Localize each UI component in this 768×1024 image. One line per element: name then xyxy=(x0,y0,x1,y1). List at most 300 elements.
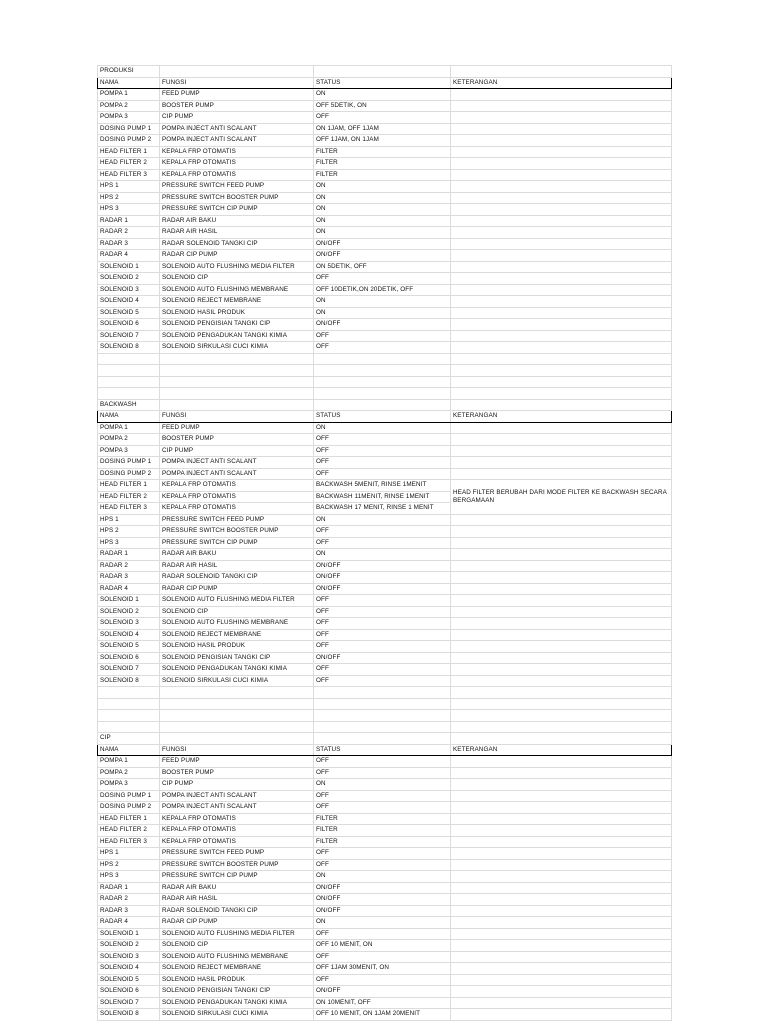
keterangan-cell[interactable] xyxy=(451,940,672,952)
status-cell[interactable]: ON/OFF xyxy=(314,238,451,250)
keterangan-cell[interactable] xyxy=(451,89,672,101)
fungsi-cell[interactable]: KEPALA FRP OTOMATIS xyxy=(160,503,314,515)
fungsi-cell[interactable]: FEED PUMP xyxy=(160,89,314,101)
status-cell[interactable]: OFF xyxy=(314,756,451,768)
nama-cell[interactable]: POMPA 3 xyxy=(98,445,160,457)
keterangan-cell[interactable] xyxy=(451,779,672,791)
status-cell[interactable]: ON xyxy=(314,871,451,883)
nama-cell[interactable]: HEAD FILTER 2 xyxy=(98,825,160,837)
keterangan-cell[interactable] xyxy=(451,974,672,986)
nama-cell[interactable]: SOLENOID 2 xyxy=(98,940,160,952)
column-header-nama[interactable]: NAMA xyxy=(98,411,160,423)
nama-cell[interactable]: HEAD FILTER 1 xyxy=(98,480,160,492)
nama-cell[interactable]: RADAR 3 xyxy=(98,905,160,917)
fungsi-cell[interactable]: SOLENOID PENGISIAN TANGKI CIP xyxy=(160,986,314,998)
status-cell[interactable]: ON/OFF xyxy=(314,905,451,917)
status-cell[interactable]: ON 1JAM, OFF 1JAM xyxy=(314,123,451,135)
nama-cell[interactable]: SOLENOID 4 xyxy=(98,963,160,975)
fungsi-cell[interactable]: PRESSURE SWITCH FEED PUMP xyxy=(160,848,314,860)
nama-cell[interactable]: POMPA 2 xyxy=(98,434,160,446)
status-cell[interactable]: OFF xyxy=(314,342,451,354)
nama-cell[interactable]: HPS 2 xyxy=(98,526,160,538)
nama-cell[interactable]: RADAR 4 xyxy=(98,583,160,595)
fungsi-cell[interactable]: SOLENOID REJECT MEMBRANE xyxy=(160,296,314,308)
fungsi-cell[interactable]: SOLENOID CIP xyxy=(160,606,314,618)
nama-cell[interactable]: DOSING PUMP 1 xyxy=(98,123,160,135)
empty-cell[interactable] xyxy=(451,710,672,722)
empty-cell[interactable] xyxy=(314,376,451,388)
nama-cell[interactable]: SOLENOID 1 xyxy=(98,595,160,607)
nama-cell[interactable]: SOLENOID 1 xyxy=(98,928,160,940)
fungsi-cell[interactable]: FEED PUMP xyxy=(160,756,314,768)
fungsi-cell[interactable]: RADAR AIR BAKU xyxy=(160,215,314,227)
fungsi-cell[interactable]: POMPA INJECT ANTI SCALANT xyxy=(160,468,314,480)
fungsi-cell[interactable]: SOLENOID PENGISIAN TANGKI CIP xyxy=(160,319,314,331)
column-header-fungsi[interactable]: FUNGSI xyxy=(160,411,314,423)
empty-cell[interactable] xyxy=(314,687,451,699)
keterangan-cell[interactable] xyxy=(451,583,672,595)
nama-cell[interactable]: RADAR 2 xyxy=(98,227,160,239)
empty-cell[interactable] xyxy=(451,66,672,78)
empty-cell[interactable] xyxy=(451,376,672,388)
status-cell[interactable]: OFF xyxy=(314,629,451,641)
status-cell[interactable]: OFF 1JAM 30MENIT, ON xyxy=(314,963,451,975)
status-cell[interactable]: ON xyxy=(314,549,451,561)
status-cell[interactable]: ON/OFF xyxy=(314,572,451,584)
nama-cell[interactable]: HPS 3 xyxy=(98,537,160,549)
keterangan-cell[interactable] xyxy=(451,951,672,963)
fungsi-cell[interactable]: SOLENOID HASIL PRODUK xyxy=(160,974,314,986)
empty-cell[interactable] xyxy=(98,388,160,400)
keterangan-cell[interactable] xyxy=(451,917,672,929)
fungsi-cell[interactable]: SOLENOID PENGADUKAN TANGKI KIMIA xyxy=(160,330,314,342)
keterangan-cell[interactable] xyxy=(451,664,672,676)
keterangan-cell[interactable] xyxy=(451,457,672,469)
keterangan-cell[interactable] xyxy=(451,1009,672,1021)
status-cell[interactable]: ON xyxy=(314,192,451,204)
nama-cell[interactable]: RADAR 4 xyxy=(98,250,160,262)
nama-cell[interactable]: SOLENOID 7 xyxy=(98,330,160,342)
fungsi-cell[interactable]: SOLENOID REJECT MEMBRANE xyxy=(160,629,314,641)
keterangan-cell[interactable] xyxy=(451,215,672,227)
keterangan-cell[interactable] xyxy=(451,836,672,848)
keterangan-cell[interactable] xyxy=(451,238,672,250)
keterangan-cell[interactable] xyxy=(451,629,672,641)
keterangan-cell[interactable] xyxy=(451,572,672,584)
status-cell[interactable]: BACKWASH 5MENIT, RINSE 1MENIT xyxy=(314,480,451,492)
nama-cell[interactable]: DOSING PUMP 2 xyxy=(98,135,160,147)
status-cell[interactable]: ON 10MENIT, OFF xyxy=(314,997,451,1009)
status-cell[interactable]: OFF xyxy=(314,457,451,469)
nama-cell[interactable]: POMPA 1 xyxy=(98,756,160,768)
fungsi-cell[interactable]: SOLENOID AUTO FLUSHING MEDIA FILTER xyxy=(160,261,314,273)
keterangan-cell[interactable] xyxy=(451,250,672,262)
keterangan-cell[interactable] xyxy=(451,652,672,664)
keterangan-cell[interactable] xyxy=(451,514,672,526)
empty-cell[interactable] xyxy=(314,399,451,411)
nama-cell[interactable]: SOLENOID 5 xyxy=(98,641,160,653)
keterangan-cell[interactable]: HEAD FILTER BERUBAH DARI MODE FILTER KE BACKWASH SECARA BERGAMAAN xyxy=(451,480,672,515)
fungsi-cell[interactable]: RADAR AIR HASIL xyxy=(160,894,314,906)
fungsi-cell[interactable]: SOLENOID SIRKULASI CUCI KIMIA xyxy=(160,1009,314,1021)
keterangan-cell[interactable] xyxy=(451,158,672,170)
empty-cell[interactable] xyxy=(160,353,314,365)
empty-cell[interactable] xyxy=(314,733,451,745)
nama-cell[interactable]: HPS 3 xyxy=(98,871,160,883)
fungsi-cell[interactable]: SOLENOID AUTO FLUSHING MEDIA FILTER xyxy=(160,595,314,607)
section-title[interactable]: PRODUKSI xyxy=(98,66,160,78)
fungsi-cell[interactable]: SOLENOID AUTO FLUSHING MEMBRANE xyxy=(160,284,314,296)
status-cell[interactable]: OFF xyxy=(314,434,451,446)
fungsi-cell[interactable]: SOLENOID PENGADUKAN TANGKI KIMIA xyxy=(160,997,314,1009)
status-cell[interactable]: ON 5DETIK, OFF xyxy=(314,261,451,273)
empty-cell[interactable] xyxy=(314,698,451,710)
status-cell[interactable]: OFF 10 MENIT, ON xyxy=(314,940,451,952)
fungsi-cell[interactable]: POMPA INJECT ANTI SCALANT xyxy=(160,457,314,469)
keterangan-cell[interactable] xyxy=(451,871,672,883)
fungsi-cell[interactable]: PRESSURE SWITCH FEED PUMP xyxy=(160,181,314,193)
status-cell[interactable]: ON xyxy=(314,89,451,101)
status-cell[interactable]: OFF xyxy=(314,848,451,860)
empty-cell[interactable] xyxy=(160,365,314,377)
fungsi-cell[interactable]: SOLENOID HASIL PRODUK xyxy=(160,641,314,653)
fungsi-cell[interactable]: KEPALA FRP OTOMATIS xyxy=(160,169,314,181)
keterangan-cell[interactable] xyxy=(451,273,672,285)
fungsi-cell[interactable]: RADAR AIR HASIL xyxy=(160,227,314,239)
nama-cell[interactable]: DOSING PUMP 2 xyxy=(98,468,160,480)
fungsi-cell[interactable]: RADAR SOLENOID TANGKI CIP xyxy=(160,905,314,917)
keterangan-cell[interactable] xyxy=(451,169,672,181)
fungsi-cell[interactable]: KEPALA FRP OTOMATIS xyxy=(160,158,314,170)
nama-cell[interactable]: HPS 2 xyxy=(98,192,160,204)
empty-cell[interactable] xyxy=(160,687,314,699)
status-cell[interactable]: OFF xyxy=(314,445,451,457)
keterangan-cell[interactable] xyxy=(451,146,672,158)
nama-cell[interactable]: HEAD FILTER 2 xyxy=(98,491,160,503)
keterangan-cell[interactable] xyxy=(451,997,672,1009)
column-header-keterangan[interactable]: KETERANGAN xyxy=(451,411,672,423)
fungsi-cell[interactable]: SOLENOID AUTO FLUSHING MEMBRANE xyxy=(160,951,314,963)
keterangan-cell[interactable] xyxy=(451,445,672,457)
nama-cell[interactable]: SOLENOID 2 xyxy=(98,606,160,618)
nama-cell[interactable]: HEAD FILTER 3 xyxy=(98,169,160,181)
empty-cell[interactable] xyxy=(160,388,314,400)
nama-cell[interactable]: SOLENOID 3 xyxy=(98,951,160,963)
nama-cell[interactable]: RADAR 4 xyxy=(98,917,160,929)
status-cell[interactable]: OFF xyxy=(314,641,451,653)
empty-cell[interactable] xyxy=(451,399,672,411)
column-header-fungsi[interactable]: FUNGSI xyxy=(160,77,314,89)
column-header-keterangan[interactable]: KETERANGAN xyxy=(451,744,672,756)
status-cell[interactable]: ON xyxy=(314,215,451,227)
nama-cell[interactable]: HEAD FILTER 3 xyxy=(98,836,160,848)
empty-cell[interactable] xyxy=(160,698,314,710)
nama-cell[interactable]: RADAR 1 xyxy=(98,882,160,894)
status-cell[interactable]: FILTER xyxy=(314,146,451,158)
nama-cell[interactable]: HPS 2 xyxy=(98,859,160,871)
empty-cell[interactable] xyxy=(314,353,451,365)
keterangan-cell[interactable] xyxy=(451,112,672,124)
nama-cell[interactable]: SOLENOID 4 xyxy=(98,629,160,641)
nama-cell[interactable]: RADAR 2 xyxy=(98,894,160,906)
keterangan-cell[interactable] xyxy=(451,181,672,193)
nama-cell[interactable]: SOLENOID 8 xyxy=(98,1009,160,1021)
fungsi-cell[interactable]: FEED PUMP xyxy=(160,422,314,434)
empty-cell[interactable] xyxy=(160,721,314,733)
keterangan-cell[interactable] xyxy=(451,825,672,837)
fungsi-cell[interactable]: SOLENOID SIRKULASI CUCI KIMIA xyxy=(160,342,314,354)
nama-cell[interactable]: POMPA 3 xyxy=(98,112,160,124)
keterangan-cell[interactable] xyxy=(451,802,672,814)
empty-cell[interactable] xyxy=(98,710,160,722)
status-cell[interactable]: OFF 5DETIK, ON xyxy=(314,100,451,112)
nama-cell[interactable]: RADAR 3 xyxy=(98,572,160,584)
status-cell[interactable]: OFF xyxy=(314,606,451,618)
fungsi-cell[interactable]: KEPALA FRP OTOMATIS xyxy=(160,480,314,492)
fungsi-cell[interactable]: SOLENOID REJECT MEMBRANE xyxy=(160,963,314,975)
nama-cell[interactable]: RADAR 3 xyxy=(98,238,160,250)
status-cell[interactable]: OFF 10DETIK,ON 20DETIK, OFF xyxy=(314,284,451,296)
status-cell[interactable]: ON xyxy=(314,422,451,434)
nama-cell[interactable]: HEAD FILTER 1 xyxy=(98,146,160,158)
column-header-status[interactable]: STATUS xyxy=(314,411,451,423)
status-cell[interactable]: OFF xyxy=(314,767,451,779)
status-cell[interactable]: OFF 1JAM, ON 1JAM xyxy=(314,135,451,147)
keterangan-cell[interactable] xyxy=(451,560,672,572)
empty-cell[interactable] xyxy=(451,365,672,377)
empty-cell[interactable] xyxy=(451,687,672,699)
status-cell[interactable]: BACKWASH 11MENIT, RINSE 1MENIT xyxy=(314,491,451,503)
status-cell[interactable]: OFF xyxy=(314,859,451,871)
keterangan-cell[interactable] xyxy=(451,595,672,607)
nama-cell[interactable]: RADAR 2 xyxy=(98,560,160,572)
status-cell[interactable]: OFF xyxy=(314,951,451,963)
status-cell[interactable]: FILTER xyxy=(314,169,451,181)
keterangan-cell[interactable] xyxy=(451,204,672,216)
fungsi-cell[interactable]: PRESSURE SWITCH BOOSTER PUMP xyxy=(160,526,314,538)
column-header-status[interactable]: STATUS xyxy=(314,744,451,756)
fungsi-cell[interactable]: BOOSTER PUMP xyxy=(160,767,314,779)
fungsi-cell[interactable]: CIP PUMP xyxy=(160,112,314,124)
nama-cell[interactable]: POMPA 2 xyxy=(98,100,160,112)
status-cell[interactable]: ON xyxy=(314,779,451,791)
fungsi-cell[interactable]: PRESSURE SWITCH BOOSTER PUMP xyxy=(160,192,314,204)
nama-cell[interactable]: SOLENOID 7 xyxy=(98,997,160,1009)
fungsi-cell[interactable]: BOOSTER PUMP xyxy=(160,434,314,446)
empty-cell[interactable] xyxy=(314,388,451,400)
nama-cell[interactable]: HPS 1 xyxy=(98,848,160,860)
nama-cell[interactable]: SOLENOID 2 xyxy=(98,273,160,285)
status-cell[interactable]: OFF xyxy=(314,112,451,124)
empty-cell[interactable] xyxy=(98,698,160,710)
fungsi-cell[interactable]: RADAR CIP PUMP xyxy=(160,917,314,929)
empty-cell[interactable] xyxy=(160,66,314,78)
empty-cell[interactable] xyxy=(314,365,451,377)
status-cell[interactable]: OFF xyxy=(314,664,451,676)
status-cell[interactable]: ON/OFF xyxy=(314,250,451,262)
nama-cell[interactable]: SOLENOID 7 xyxy=(98,664,160,676)
nama-cell[interactable]: SOLENOID 6 xyxy=(98,652,160,664)
fungsi-cell[interactable]: CIP PUMP xyxy=(160,445,314,457)
fungsi-cell[interactable]: POMPA INJECT ANTI SCALANT xyxy=(160,123,314,135)
keterangan-cell[interactable] xyxy=(451,319,672,331)
keterangan-cell[interactable] xyxy=(451,894,672,906)
empty-cell[interactable] xyxy=(451,388,672,400)
keterangan-cell[interactable] xyxy=(451,468,672,480)
fungsi-cell[interactable]: KEPALA FRP OTOMATIS xyxy=(160,146,314,158)
nama-cell[interactable]: SOLENOID 6 xyxy=(98,986,160,998)
fungsi-cell[interactable]: KEPALA FRP OTOMATIS xyxy=(160,813,314,825)
keterangan-cell[interactable] xyxy=(451,928,672,940)
keterangan-cell[interactable] xyxy=(451,434,672,446)
fungsi-cell[interactable]: SOLENOID CIP xyxy=(160,940,314,952)
keterangan-cell[interactable] xyxy=(451,905,672,917)
keterangan-cell[interactable] xyxy=(451,192,672,204)
empty-cell[interactable] xyxy=(98,376,160,388)
fungsi-cell[interactable]: KEPALA FRP OTOMATIS xyxy=(160,825,314,837)
nama-cell[interactable]: POMPA 1 xyxy=(98,89,160,101)
empty-cell[interactable] xyxy=(314,66,451,78)
fungsi-cell[interactable]: RADAR CIP PUMP xyxy=(160,583,314,595)
status-cell[interactable]: FILTER xyxy=(314,813,451,825)
status-cell[interactable]: ON/OFF xyxy=(314,894,451,906)
fungsi-cell[interactable]: BOOSTER PUMP xyxy=(160,100,314,112)
keterangan-cell[interactable] xyxy=(451,641,672,653)
empty-cell[interactable] xyxy=(451,698,672,710)
nama-cell[interactable]: HEAD FILTER 3 xyxy=(98,503,160,515)
status-cell[interactable]: OFF xyxy=(314,790,451,802)
keterangan-cell[interactable] xyxy=(451,606,672,618)
fungsi-cell[interactable]: SOLENOID HASIL PRODUK xyxy=(160,307,314,319)
fungsi-cell[interactable]: POMPA INJECT ANTI SCALANT xyxy=(160,135,314,147)
fungsi-cell[interactable]: SOLENOID AUTO FLUSHING MEMBRANE xyxy=(160,618,314,630)
fungsi-cell[interactable]: PRESSURE SWITCH FEED PUMP xyxy=(160,514,314,526)
fungsi-cell[interactable]: RADAR SOLENOID TANGKI CIP xyxy=(160,572,314,584)
empty-cell[interactable] xyxy=(160,376,314,388)
fungsi-cell[interactable]: SOLENOID PENGADUKAN TANGKI KIMIA xyxy=(160,664,314,676)
nama-cell[interactable]: SOLENOID 3 xyxy=(98,284,160,296)
nama-cell[interactable]: RADAR 1 xyxy=(98,215,160,227)
status-cell[interactable]: OFF xyxy=(314,618,451,630)
status-cell[interactable]: OFF 10 MENIT, ON 1JAM 20MENIT xyxy=(314,1009,451,1021)
keterangan-cell[interactable] xyxy=(451,526,672,538)
keterangan-cell[interactable] xyxy=(451,135,672,147)
nama-cell[interactable]: SOLENOID 6 xyxy=(98,319,160,331)
empty-cell[interactable] xyxy=(98,353,160,365)
empty-cell[interactable] xyxy=(98,721,160,733)
column-header-fungsi[interactable]: FUNGSI xyxy=(160,744,314,756)
nama-cell[interactable]: SOLENOID 8 xyxy=(98,675,160,687)
fungsi-cell[interactable]: RADAR AIR HASIL xyxy=(160,560,314,572)
fungsi-cell[interactable]: POMPA INJECT ANTI SCALANT xyxy=(160,790,314,802)
fungsi-cell[interactable]: PRESSURE SWITCH CIP PUMP xyxy=(160,204,314,216)
empty-cell[interactable] xyxy=(451,733,672,745)
fungsi-cell[interactable]: SOLENOID CIP xyxy=(160,273,314,285)
keterangan-cell[interactable] xyxy=(451,284,672,296)
fungsi-cell[interactable]: RADAR AIR BAKU xyxy=(160,882,314,894)
keterangan-cell[interactable] xyxy=(451,675,672,687)
status-cell[interactable]: OFF xyxy=(314,595,451,607)
keterangan-cell[interactable] xyxy=(451,790,672,802)
empty-cell[interactable] xyxy=(160,399,314,411)
status-cell[interactable]: OFF xyxy=(314,928,451,940)
nama-cell[interactable]: SOLENOID 3 xyxy=(98,618,160,630)
status-cell[interactable]: ON xyxy=(314,181,451,193)
status-cell[interactable]: ON xyxy=(314,296,451,308)
nama-cell[interactable]: SOLENOID 8 xyxy=(98,342,160,354)
empty-cell[interactable] xyxy=(451,353,672,365)
status-cell[interactable]: ON/OFF xyxy=(314,652,451,664)
fungsi-cell[interactable]: SOLENOID SIRKULASI CUCI KIMIA xyxy=(160,675,314,687)
status-cell[interactable]: ON/OFF xyxy=(314,583,451,595)
keterangan-cell[interactable] xyxy=(451,422,672,434)
status-cell[interactable]: OFF xyxy=(314,330,451,342)
keterangan-cell[interactable] xyxy=(451,756,672,768)
status-cell[interactable]: ON xyxy=(314,514,451,526)
nama-cell[interactable]: DOSING PUMP 1 xyxy=(98,457,160,469)
fungsi-cell[interactable]: SOLENOID AUTO FLUSHING MEDIA FILTER xyxy=(160,928,314,940)
keterangan-cell[interactable] xyxy=(451,859,672,871)
fungsi-cell[interactable]: CIP PUMP xyxy=(160,779,314,791)
empty-cell[interactable] xyxy=(98,365,160,377)
nama-cell[interactable]: SOLENOID 4 xyxy=(98,296,160,308)
keterangan-cell[interactable] xyxy=(451,963,672,975)
keterangan-cell[interactable] xyxy=(451,882,672,894)
keterangan-cell[interactable] xyxy=(451,342,672,354)
column-header-status[interactable]: STATUS xyxy=(314,77,451,89)
empty-cell[interactable] xyxy=(451,721,672,733)
keterangan-cell[interactable] xyxy=(451,330,672,342)
fungsi-cell[interactable]: SOLENOID PENGISIAN TANGKI CIP xyxy=(160,652,314,664)
nama-cell[interactable]: HPS 1 xyxy=(98,181,160,193)
nama-cell[interactable]: HEAD FILTER 2 xyxy=(98,158,160,170)
keterangan-cell[interactable] xyxy=(451,618,672,630)
fungsi-cell[interactable]: KEPALA FRP OTOMATIS xyxy=(160,836,314,848)
nama-cell[interactable]: DOSING PUMP 1 xyxy=(98,790,160,802)
nama-cell[interactable]: SOLENOID 1 xyxy=(98,261,160,273)
keterangan-cell[interactable] xyxy=(451,100,672,112)
fungsi-cell[interactable]: KEPALA FRP OTOMATIS xyxy=(160,491,314,503)
fungsi-cell[interactable]: PRESSURE SWITCH CIP PUMP xyxy=(160,871,314,883)
nama-cell[interactable]: HEAD FILTER 1 xyxy=(98,813,160,825)
keterangan-cell[interactable] xyxy=(451,549,672,561)
status-cell[interactable]: OFF xyxy=(314,468,451,480)
keterangan-cell[interactable] xyxy=(451,537,672,549)
keterangan-cell[interactable] xyxy=(451,307,672,319)
status-cell[interactable]: ON/OFF xyxy=(314,986,451,998)
keterangan-cell[interactable] xyxy=(451,261,672,273)
status-cell[interactable]: OFF xyxy=(314,802,451,814)
nama-cell[interactable]: DOSING PUMP 2 xyxy=(98,802,160,814)
nama-cell[interactable]: POMPA 1 xyxy=(98,422,160,434)
section-title[interactable]: CIP xyxy=(98,733,160,745)
status-cell[interactable]: ON xyxy=(314,917,451,929)
empty-cell[interactable] xyxy=(160,710,314,722)
keterangan-cell[interactable] xyxy=(451,986,672,998)
status-cell[interactable]: OFF xyxy=(314,537,451,549)
empty-cell[interactable] xyxy=(314,721,451,733)
nama-cell[interactable]: POMPA 2 xyxy=(98,767,160,779)
column-header-nama[interactable]: NAMA xyxy=(98,77,160,89)
status-cell[interactable]: FILTER xyxy=(314,825,451,837)
keterangan-cell[interactable] xyxy=(451,848,672,860)
fungsi-cell[interactable]: PRESSURE SWITCH BOOSTER PUMP xyxy=(160,859,314,871)
fungsi-cell[interactable]: PRESSURE SWITCH CIP PUMP xyxy=(160,537,314,549)
keterangan-cell[interactable] xyxy=(451,813,672,825)
nama-cell[interactable]: HPS 1 xyxy=(98,514,160,526)
status-cell[interactable]: ON/OFF xyxy=(314,882,451,894)
keterangan-cell[interactable] xyxy=(451,227,672,239)
